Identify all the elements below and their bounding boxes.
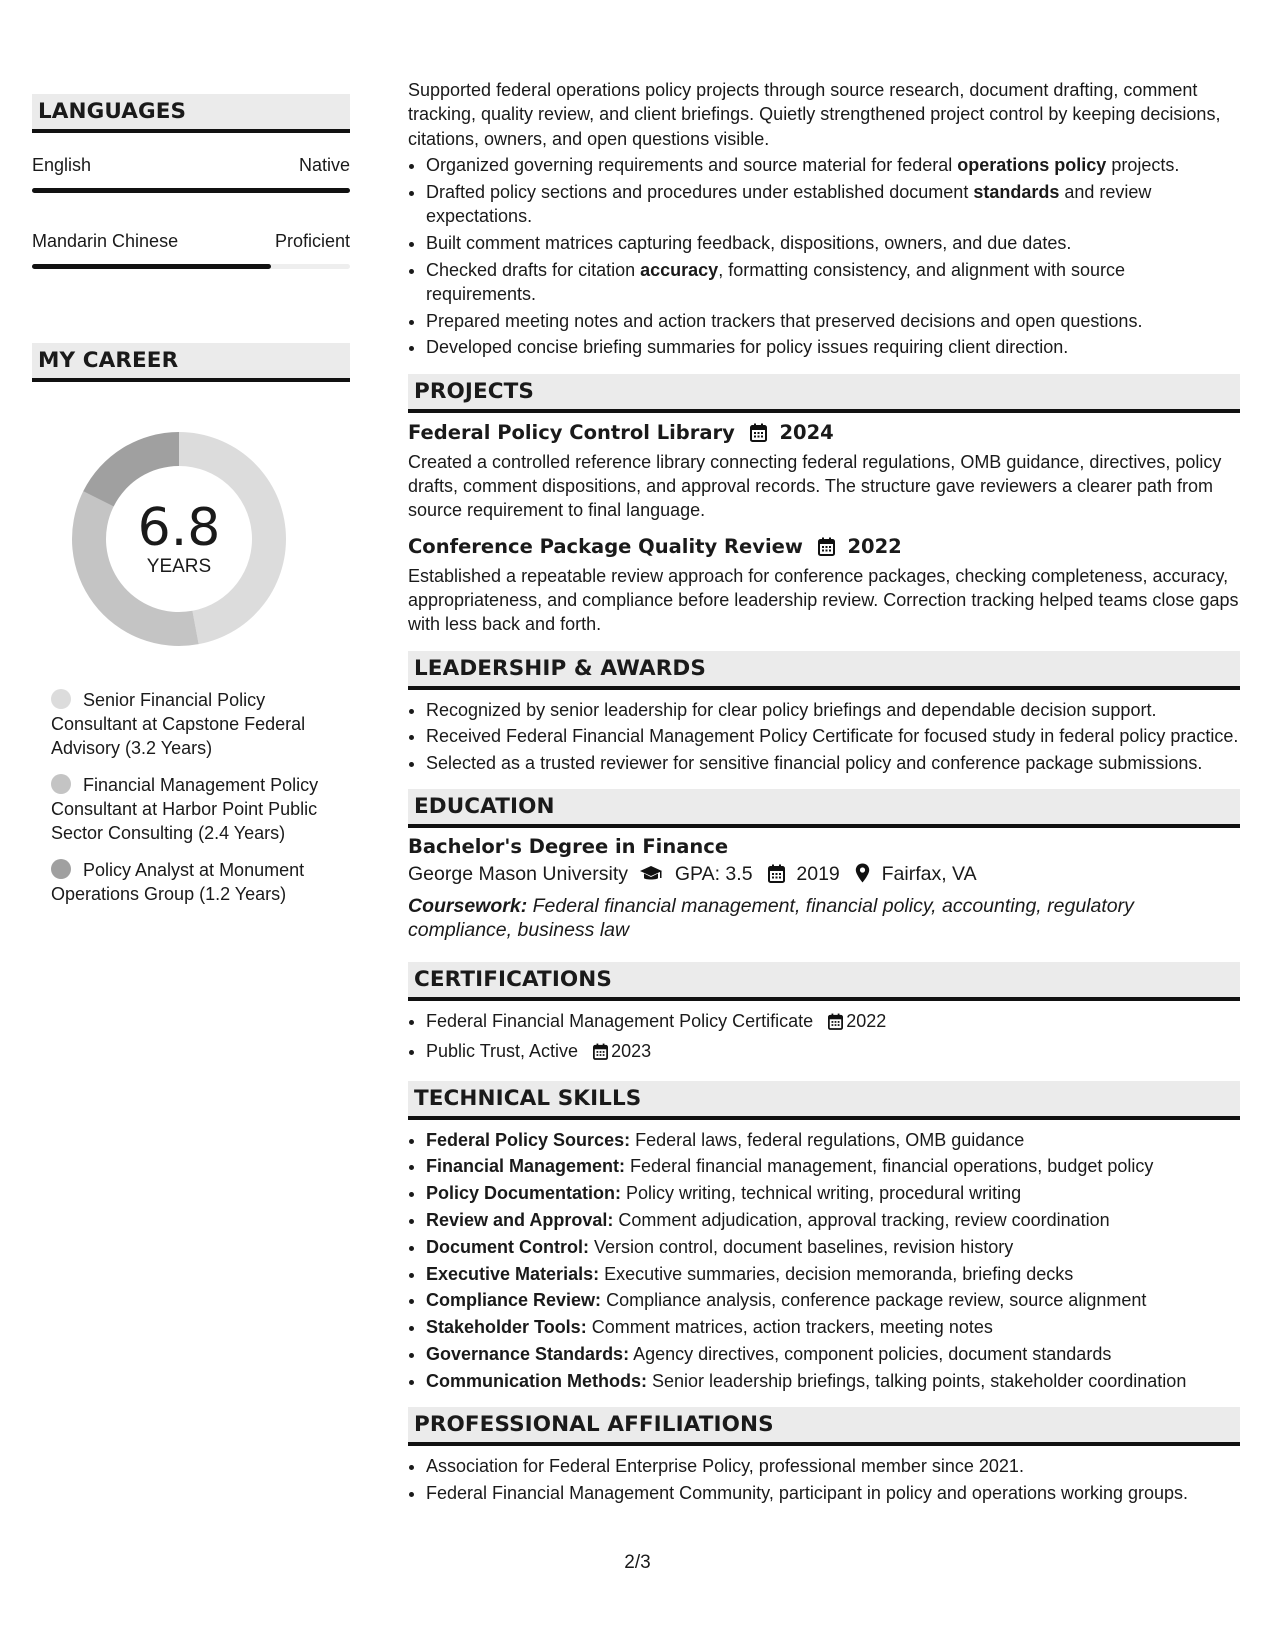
list-item: • Checked drafts for citation accuracy, formatting consistency, and alignment with source requirements.	[426, 258, 1240, 307]
certifications-list	[408, 1009, 1240, 1066]
career-total-years: 6.8	[137, 498, 221, 558]
skills-list	[408, 1128, 1240, 1393]
list-item: • Executive Materials: Executive summaries, decision memoranda, briefing decks	[426, 1262, 1240, 1286]
location-pin-icon	[855, 863, 870, 891]
list-item: • Communication Methods: Senior leadership briefings, talking points, stakeholder coordination	[426, 1369, 1240, 1393]
language-name: Mandarin Chinese	[32, 231, 179, 251]
language-proficiency-bar	[32, 264, 350, 269]
language-proficiency-fill	[32, 264, 271, 269]
calendar-icon	[828, 1012, 843, 1036]
education-location: Fairfax, VA	[881, 863, 977, 886]
project-year: 2024	[779, 420, 834, 444]
calendar-icon	[818, 537, 835, 563]
language-proficiency-fill	[32, 188, 350, 193]
project-title: Federal Policy Control Library 2024	[408, 420, 1240, 449]
language-item	[32, 231, 350, 269]
language-level: Native	[298, 155, 350, 175]
language-proficiency-bar	[32, 188, 350, 193]
career-role: Policy Analyst at Monument Operations Group (1.2 Years)	[51, 860, 305, 904]
awards-list	[408, 698, 1240, 776]
career-role: Senior Financial Policy Consultant at Capstone Federal Advisory (3.2 Years)	[51, 690, 306, 758]
awards-heading: LEADERSHIP & AWARDS	[408, 651, 1240, 690]
certifications-heading: CERTIFICATIONS	[408, 962, 1240, 1001]
list-item: • Federal Policy Sources: Federal laws, federal regulations, OMB guidance	[426, 1128, 1240, 1152]
page-number: 2/3	[624, 1552, 651, 1573]
calendar-icon	[750, 423, 767, 449]
list-item: • Compliance Review: Compliance analysis, conference package review, source alignment	[426, 1288, 1240, 1312]
calendar-icon	[593, 1042, 608, 1066]
list-item: • Association for Federal Enterprise Policy, professional member since 2021.	[426, 1454, 1240, 1478]
education-details	[408, 860, 1240, 891]
graduation-year: 2019	[796, 863, 840, 886]
left-column	[32, 94, 350, 919]
degree-title: Bachelor's Degree in Finance	[408, 835, 729, 859]
language-item	[32, 155, 350, 193]
project-description: Established a repeatable review approach for conference packages, checking completeness, accuracy, appropriateness, and compliance before leadership review. Correction tracking helped teams close gaps with less back and forth.	[408, 565, 1239, 635]
gpa: GPA: 3.5	[674, 863, 753, 886]
graduation-cap-icon	[639, 863, 663, 891]
list-item: • Federal Financial Management Policy Certificate 2022	[426, 1009, 1240, 1036]
list-item: • Drafted policy sections and procedures under established document standards and review expectations.	[426, 180, 1240, 229]
list-item: • Organized governing requirements and source material for federal operations policy projects.	[426, 153, 1240, 177]
project-description: Created a controlled reference library connecting federal regulations, OMB guidance, directives, policy drafts, comment dispositions, and approval records. The structure gave reviewers a clearer path from source requirement to final language.	[408, 451, 1222, 521]
language-level: Proficient	[274, 231, 350, 251]
list-item: • Stakeholder Tools: Comment matrices, action trackers, meeting notes	[426, 1315, 1240, 1339]
language-name: English	[32, 155, 92, 175]
legend-dot-icon	[51, 774, 71, 794]
experience-summary: Supported federal operations policy projects through source research, document drafting, comment tracking, quality review, and client briefings. Quietly strengthened project control by keeping decisions, citations, owners, and open questions visible.	[408, 80, 1221, 149]
career-legend	[51, 688, 329, 906]
career-heading: MY CAREER	[32, 343, 350, 382]
languages-heading: LANGUAGES	[32, 94, 350, 133]
legend-dot-icon	[51, 689, 71, 709]
project-year: 2022	[847, 534, 902, 558]
project-title: Conference Package Quality Review 2022	[408, 534, 1240, 563]
list-item: • Public Trust, Active 2023	[426, 1039, 1240, 1066]
list-item: • Built comment matrices capturing feedback, dispositions, owners, and due dates.	[426, 231, 1240, 255]
list-item: • Policy Documentation: Policy writing, technical writing, procedural writing	[426, 1181, 1240, 1205]
list-item: • Received Federal Financial Management Policy Certificate for focused study in federal policy practice.	[426, 724, 1240, 748]
right-column	[408, 78, 1240, 1508]
technical-skills-heading: TECHNICAL SKILLS	[408, 1081, 1240, 1120]
list-item: • Selected as a trusted reviewer for sensitive financial policy and conference package submissions.	[426, 751, 1240, 775]
projects-heading: PROJECTS	[408, 374, 1240, 413]
list-item: • Document Control: Version control, document baselines, revision history	[426, 1235, 1240, 1259]
list-item: • Recognized by senior leadership for clear policy briefings and dependable decision support.	[426, 698, 1240, 722]
affiliations-heading: PROFESSIONAL AFFILIATIONS	[408, 1407, 1240, 1446]
calendar-icon	[768, 863, 785, 891]
career-donut-chart	[66, 426, 292, 652]
list-item: • Review and Approval: Comment adjudication, approval tracking, review coordination	[426, 1208, 1240, 1232]
list-item: • Governance Standards: Agency directives, component policies, document standards	[426, 1342, 1240, 1366]
experience-bullets	[408, 153, 1240, 360]
list-item: • Prepared meeting notes and action trackers that preserved decisions and open questions.	[426, 309, 1240, 333]
affiliations-list	[408, 1454, 1240, 1505]
school-name: George Mason University	[408, 863, 629, 886]
list-item: • Federal Financial Management Community, participant in policy and operations working groups.	[426, 1481, 1240, 1505]
coursework: Coursework: Federal financial management, financial policy, accounting, regulatory compliance, business law	[408, 895, 1134, 942]
legend-dot-icon	[51, 859, 71, 879]
list-item: • Financial Management: Federal financial management, financial operations, budget policy	[426, 1154, 1240, 1178]
list-item: • Developed concise briefing summaries for policy issues requiring client direction.	[426, 335, 1240, 359]
career-years-unit: YEARS	[146, 556, 212, 577]
career-role: Financial Management Policy Consultant at Harbor Point Public Sector Consulting (2.4 Years)	[51, 775, 319, 843]
education-heading: EDUCATION	[408, 789, 1240, 828]
